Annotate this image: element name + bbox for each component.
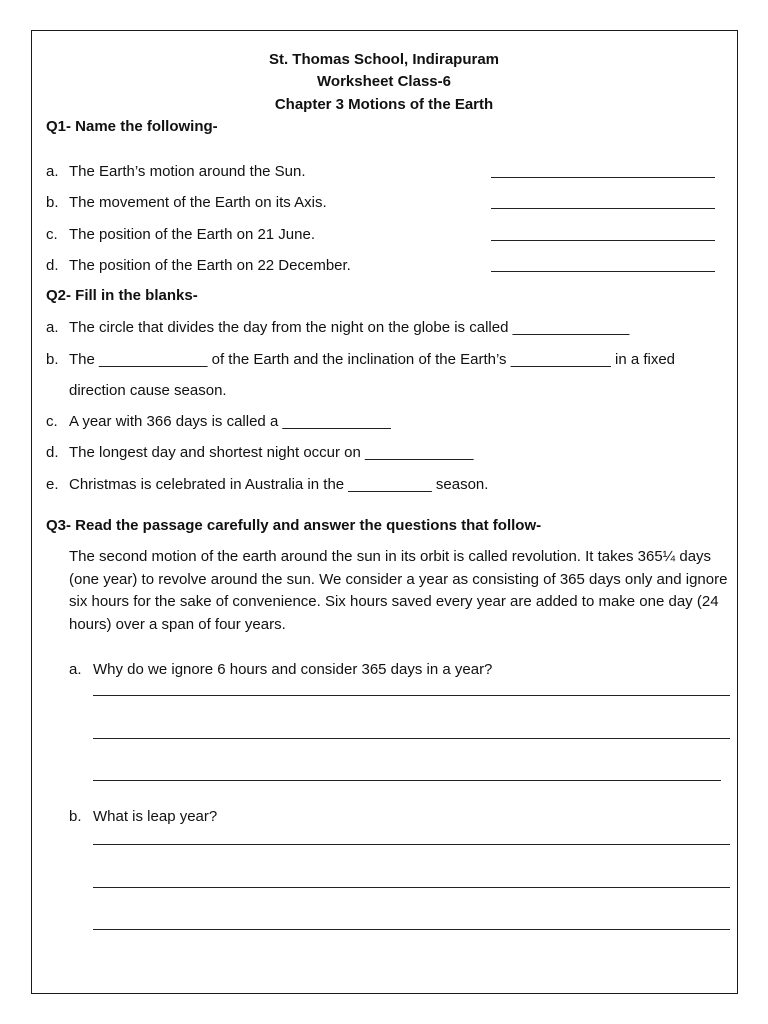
- q1-item-b-marker: b.: [46, 194, 59, 211]
- q3-b-answer-line-2[interactable]: [93, 887, 730, 888]
- chapter-title: Chapter 3 Motions of the Earth: [274, 96, 494, 113]
- q1-title: Q1- Name the following-: [46, 118, 218, 135]
- q1-item-c-marker: c.: [46, 226, 58, 243]
- q2-item-b-text: The _____________ of the Earth and the inclination of the Earth’s ____________ in a fixed: [69, 351, 676, 368]
- q1-item-a-answer-blank[interactable]: [491, 177, 715, 178]
- q2-item-a-text: The circle that divides the day from the night on the globe is called ______________: [69, 319, 630, 336]
- q3-a-answer-line-2[interactable]: [93, 738, 730, 739]
- q1-item-a-text: The Earth’s motion around the Sun.: [69, 163, 306, 180]
- q1-item-d-text: The position of the Earth on 22 December.: [69, 257, 351, 274]
- q3-question-b-marker: b.: [69, 808, 82, 825]
- q2-item-d-marker: d.: [46, 444, 59, 461]
- q3-question-b-text: What is leap year?: [93, 808, 218, 825]
- q1-item-c-answer-blank[interactable]: [491, 240, 715, 241]
- q2-title: Q2- Fill in the blanks-: [46, 287, 198, 304]
- q3-b-answer-line-1[interactable]: [93, 844, 730, 845]
- q3-title: Q3- Read the passage carefully and answer the questions that follow-: [46, 517, 542, 534]
- q3-question-a-text: Why do we ignore 6 hours and consider 365 days in a year?: [93, 661, 493, 678]
- q2-item-b-marker: b.: [46, 351, 59, 368]
- worksheet-class: Worksheet Class-6: [317, 73, 451, 90]
- q3-passage: The second motion of the earth around the sun in its orbit is called revolution. It takes 365¼ days (one year) to revolve around the sun. We consider a year as consisting of 365 days only and ignore six hours for the sake of convenience. Six hours saved every year are added to make one day (24 hours) over a span of four years.: [69, 548, 728, 633]
- q2-item-c-text: A year with 366 days is called a _____________: [69, 413, 391, 430]
- q3-b-answer-line-3[interactable]: [93, 929, 730, 930]
- q3-a-answer-line-1[interactable]: [93, 695, 730, 696]
- q1-item-b-text: The movement of the Earth on its Axis.: [69, 194, 327, 211]
- q1-item-c-text: The position of the Earth on 21 June.: [69, 226, 315, 243]
- q3-question-a-marker: a.: [69, 661, 82, 678]
- q2-item-c-marker: c.: [46, 413, 58, 430]
- q2-item-b-continuation: direction cause season.: [69, 382, 227, 399]
- q1-item-b-answer-blank[interactable]: [491, 208, 715, 209]
- q2-item-e-marker: e.: [46, 476, 59, 493]
- q2-item-d-text: The longest day and shortest night occur on _____________: [69, 444, 474, 461]
- q2-item-e-text: Christmas is celebrated in Australia in the __________ season.: [69, 476, 489, 493]
- q1-item-a-marker: a.: [46, 163, 59, 180]
- q2-item-a-marker: a.: [46, 319, 59, 336]
- q3-a-answer-line-3[interactable]: [93, 780, 721, 781]
- q1-item-d-answer-blank[interactable]: [491, 271, 715, 272]
- q1-item-d-marker: d.: [46, 257, 59, 274]
- school-name: St. Thomas School, Indirapuram: [268, 51, 500, 68]
